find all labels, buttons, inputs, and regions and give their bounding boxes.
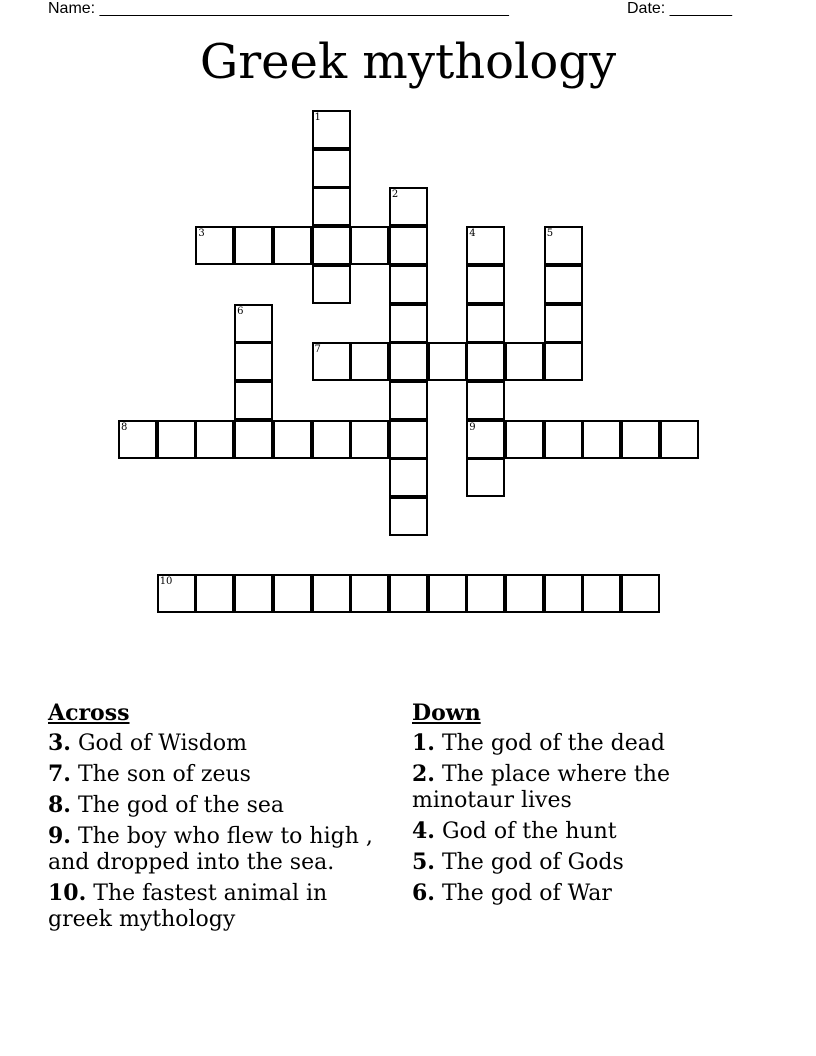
crossword-cell[interactable]: [389, 304, 428, 343]
crossword-cell[interactable]: [195, 420, 234, 459]
down-clue-list: [412, 730, 752, 907]
crossword-cell[interactable]: [273, 226, 312, 265]
crossword-cell[interactable]: [157, 574, 196, 613]
crossword-cell[interactable]: [234, 342, 273, 381]
crossword-cell[interactable]: [428, 574, 467, 613]
clue-text: The fastest animal in greek mythology: [48, 881, 328, 932]
across-clue: [48, 792, 388, 819]
crossword-cell[interactable]: [389, 458, 428, 497]
crossword-cell[interactable]: [312, 420, 351, 459]
crossword-cell[interactable]: [234, 226, 273, 265]
crossword-cell[interactable]: [466, 342, 505, 381]
crossword-cell[interactable]: [350, 574, 389, 613]
across-clue: [48, 730, 388, 757]
clue-number: 8.: [48, 792, 71, 818]
crossword-cell[interactable]: [312, 265, 351, 304]
crossword-cell[interactable]: [234, 574, 273, 613]
across-clue: [48, 880, 388, 933]
crossword-cell[interactable]: [273, 420, 312, 459]
clue-text: The son of zeus: [70, 762, 251, 787]
clue-text: The god of the dead: [434, 731, 665, 756]
crossword-cell[interactable]: [389, 420, 428, 459]
clue-text: God of Wisdom: [70, 731, 247, 756]
across-clue: [48, 823, 388, 876]
crossword-cell[interactable]: [466, 381, 505, 420]
crossword-cell[interactable]: [466, 304, 505, 343]
clue-number: 2.: [412, 761, 435, 787]
clue-number-label: 6: [237, 305, 244, 317]
page-title: Greek mythology: [199, 34, 617, 90]
across-heading: Across: [48, 700, 130, 726]
crossword-cell[interactable]: [505, 342, 544, 381]
crossword-cell[interactable]: [389, 381, 428, 420]
clue-text: The god of the sea: [70, 793, 285, 818]
down-heading: Down: [412, 700, 481, 726]
crossword-cell[interactable]: [157, 420, 196, 459]
clue-number-label: 10: [159, 576, 173, 588]
down-clue: [412, 818, 752, 845]
clue-text: God of the hunt: [434, 819, 617, 844]
crossword-cell[interactable]: [389, 342, 428, 381]
crossword-cell[interactable]: [428, 342, 467, 381]
crossword-cell[interactable]: [389, 574, 428, 613]
crossword-cell[interactable]: [544, 226, 583, 265]
crossword-cell[interactable]: [312, 226, 351, 265]
clue-number: 1.: [412, 730, 435, 756]
clue-number-label: 7: [314, 344, 321, 356]
clue-number: 9.: [48, 823, 71, 849]
crossword-cell[interactable]: [312, 110, 351, 149]
crossword-cell[interactable]: [195, 226, 234, 265]
crossword-cell[interactable]: [466, 265, 505, 304]
crossword-cell[interactable]: [389, 226, 428, 265]
crossword-cell[interactable]: [234, 381, 273, 420]
crossword-cell[interactable]: [466, 574, 505, 613]
date-field-label: Date: _______: [627, 0, 732, 17]
clue-number: 4.: [412, 818, 435, 844]
crossword-cell[interactable]: [312, 187, 351, 226]
clue-number: 6.: [412, 880, 435, 906]
crossword-cell[interactable]: [544, 420, 583, 459]
crossword-cell[interactable]: [195, 574, 234, 613]
clue-text: The god of War: [434, 881, 612, 906]
clue-text: The place where the minotaur lives: [412, 762, 670, 813]
crossword-cell[interactable]: [389, 497, 428, 536]
clue-number: 10.: [48, 880, 87, 906]
crossword-cell[interactable]: [466, 226, 505, 265]
clue-number-label: 5: [546, 228, 554, 240]
crossword-cell[interactable]: [660, 420, 699, 459]
crossword-cell[interactable]: [582, 574, 621, 613]
crossword-cell[interactable]: [312, 342, 351, 381]
clue-number: 5.: [412, 849, 435, 875]
clue-text: The god of Gods: [434, 850, 624, 875]
crossword-cell[interactable]: [621, 420, 660, 459]
clue-number: 7.: [48, 761, 71, 787]
clue-number-label: 3: [198, 228, 205, 240]
down-clue: [412, 730, 752, 757]
clue-number-label: 4: [469, 228, 476, 240]
name-field-label: Name: ______________________________________________: [48, 0, 509, 17]
clue-number-label: 2: [391, 189, 399, 201]
crossword-cell[interactable]: [505, 574, 544, 613]
crossword-cell[interactable]: [234, 420, 273, 459]
crossword-cell[interactable]: [273, 574, 312, 613]
crossword-cell[interactable]: [350, 226, 389, 265]
across-clue-list: [48, 730, 388, 933]
crossword-cell[interactable]: [350, 420, 389, 459]
crossword-cell[interactable]: [389, 265, 428, 304]
crossword-cell[interactable]: [312, 149, 351, 188]
down-clue: [412, 880, 752, 907]
crossword-cell[interactable]: [582, 420, 621, 459]
crossword-cell[interactable]: [544, 574, 583, 613]
clue-text: The boy who flew to high , and dropped into the sea.: [48, 824, 373, 875]
crossword-cell[interactable]: [544, 265, 583, 304]
crossword-cell[interactable]: [389, 187, 428, 226]
crossword-cell[interactable]: [118, 420, 157, 459]
clue-number-label: 9: [469, 421, 476, 433]
clue-number-label: 1: [314, 112, 321, 123]
crossword-cell[interactable]: [350, 342, 389, 381]
crossword-cell[interactable]: [466, 420, 505, 459]
crossword-cell[interactable]: [234, 304, 273, 343]
down-clue: [412, 849, 752, 876]
down-clue: [412, 761, 752, 814]
clue-number: 3.: [48, 730, 71, 756]
crossword-cell[interactable]: [505, 420, 544, 459]
crossword-cell[interactable]: [544, 304, 583, 343]
across-clue: [48, 761, 388, 788]
clue-number-label: 8: [121, 421, 128, 433]
crossword-cell[interactable]: [312, 574, 351, 613]
crossword-cell[interactable]: [466, 458, 505, 497]
down-clues: [412, 700, 752, 911]
across-clues: [48, 700, 388, 937]
crossword-cell[interactable]: [544, 342, 583, 381]
crossword-cell[interactable]: [621, 574, 660, 613]
